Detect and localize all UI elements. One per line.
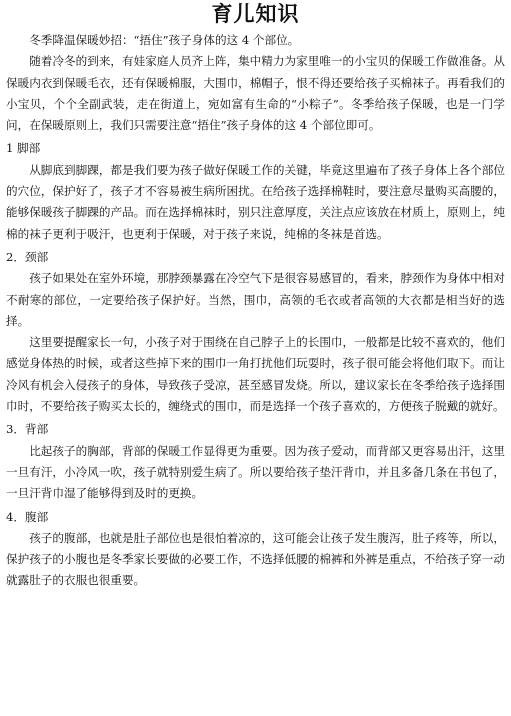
section-paragraph-feet: 从脚底到脚踝，都是我们要为孩子做好保暖工作的关键，毕竟这里遍布了孩子身体上各个部位的穴位，保护好了，孩子才不容易被生病所困扰。在给孩子选择棉鞋时，要注意尽量购买高腰的，能够保暖孩子脚踝的产品。而在选择棉袜时，别只注意厚度，关注点应该放在材质上，原则上，纯棉的袜子更利于吸汗，也更利于保暖，对于孩子来说，纯棉的冬袜是首选。 (6, 162, 505, 241)
section-heading-neck: 2．颈部 (6, 249, 49, 264)
section-heading-feet: 1 脚部 (6, 141, 41, 156)
section-paragraph-back: 比起孩子的胸部，背部的保暖工作显得更为重要。因为孩子爱动，而背部又更容易出汗，这里一旦有汗，小冷风一吹，孩子就特别爱生病了。所以要给孩子垫汗背巾，并且多备几条在书包了，一旦汗背巾湿了能够得到及时的更换。 (6, 443, 505, 501)
section-heading-back: 3．背部 (6, 422, 49, 437)
section-paragraph-belly: 孩子的腹部，也就是肚子部位也是很怕着凉的，这可能会让孩子发生腹泻，肚子疼等，所以，保护孩子的小腹也是冬季家长要做的必要工作，不选择低腰的棉裤和外裤是重点，不给孩子穿一动就露肚子的衣服也很重要。 (6, 530, 505, 588)
section-heading-belly: 4．腹部 (6, 509, 49, 524)
intro-paragraph: 随着冷冬的到来，有娃家庭人员齐上阵，集中精力为家里唯一的小宝贝的保暖工作做准备。从保暖内衣到保暖毛衣，还有保暖棉服，大围巾，棉帽子，恨不得还要给孩子买棉袜子。再看我们的小宝贝，个个全副武装，走在街道上，宛如富有生命的“小粽子”。冬季给孩子保暖，也是一门学问，在保暖原则上，我们只需要注意“捂住”孩子身体的这 4 个部位即可。 (6, 54, 505, 133)
section-paragraph-neck-2: 这里要提醒家长一句，小孩子对于围绕在自己脖子上的长围巾，一般都是比较不喜欢的，他们感觉身体热的时候，或者这些掉下来的围巾一角打扰他们玩耍时，孩子很可能会将他们取下。而让冷风有机会入侵孩子的身体，导致孩子受凉，甚至感冒发烧。所以，建议家长在冬季给孩子选择围巾时，不要给孩子购买太长的，缠绕式的围巾，而是选择一个孩子喜欢的，方便孩子脱戴的就好。 (6, 335, 505, 414)
intro-line: 冬季降温保暖妙招：“捂住”孩子身体的这 4 个部位。 (29, 33, 300, 47)
document-title: 育儿知识 (211, 2, 300, 26)
section-paragraph-neck-1: 孩子如果处在室外环境，那脖颈暴露在冷空气下是很容易感冒的，看来，脖颈作为身体中相对不耐寒的部位，一定要给孩子保护好。当然，围巾，高领的毛衣或者高领的大衣都是相当好的选择。 (6, 271, 505, 328)
